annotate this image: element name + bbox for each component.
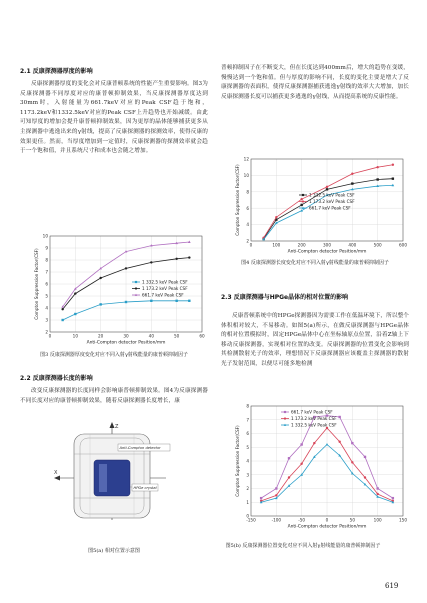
data-point — [135, 287, 137, 289]
x-tick-label: -100 — [271, 517, 282, 523]
data-point — [125, 301, 127, 303]
z-axis-arrow — [110, 422, 115, 428]
y-tick-label: 3 — [246, 472, 249, 478]
data-point — [351, 182, 353, 184]
data-point — [364, 456, 366, 458]
legend-entry: 1 332.5 keV Peak CSF — [309, 192, 355, 198]
y-axis-label: Compton Suppression Factor(CSF) — [34, 248, 39, 320]
y-tick-label: 8 — [246, 403, 249, 409]
x-tick-label: 300 — [323, 242, 331, 248]
x-tick-label: 150 — [399, 517, 407, 523]
legend-entry: 1 173.2 keV Peak CSF — [142, 286, 188, 291]
legend-entry: 661.7 keV Peak CSF — [309, 205, 351, 211]
data-point — [326, 443, 329, 445]
x-tick-label: 30 — [123, 333, 129, 339]
data-point — [338, 416, 340, 418]
data-point — [284, 411, 286, 413]
data-point — [188, 300, 190, 302]
data-point — [300, 463, 302, 465]
data-point — [275, 487, 277, 489]
y-tick-label: 12 — [243, 156, 249, 162]
x-tick-label: 0 — [48, 333, 52, 339]
data-point — [284, 417, 286, 419]
y-tick-label: 6 — [45, 281, 48, 287]
x-tick-label: 200 — [297, 242, 306, 248]
x-tick-label: 100 — [272, 242, 281, 248]
data-point — [175, 258, 177, 260]
page-number: 619 — [385, 582, 399, 590]
data-point — [99, 277, 101, 279]
data-point — [150, 300, 152, 302]
y-axis-label: Compton Suppression Factor(CSF) — [235, 425, 240, 497]
legend-entry: 1 173.2 keV Peak CSF — [291, 416, 337, 421]
data-point — [99, 303, 101, 305]
section-2-3-text: 反康普顿系统中的HPGe探测器因为需要工作在低温环境下，所以整个体积相对较大，不易移动。如图5(a)所示，在做反康探测器与HPGe晶体的相对位置模拟时，固定HPGe晶体中心在坐标轴原点位置，沿着Z轴上下移动反康探测器，实现相对位置的改变。反康探测器的位置变化会影响到其检测散射光子的效率，理想情况下反康探测器应该覆盖主探测器的散射光子发射范围，以便尽可能多地检测 — [221, 313, 409, 367]
x-tick-label: 100 — [373, 517, 382, 523]
hpge-highlight — [99, 464, 107, 492]
section-2-3-heading: 2.3 反康探测器与HPGe晶体的相对位置的影响 — [221, 294, 349, 301]
y-tick-label: 6 — [246, 205, 249, 211]
legend-entry: 1 332.5 keV Peak CSF — [142, 279, 188, 285]
data-point — [288, 476, 290, 478]
x-axis-label: Anti-Compton detector Position/mm — [287, 249, 367, 255]
x-axis-label: X — [54, 470, 58, 476]
figure-3-chart — [20, 232, 208, 350]
x-tick-label: 0 — [249, 242, 253, 248]
data-point — [275, 216, 277, 218]
data-point — [74, 292, 76, 294]
x-tick-label: 0 — [325, 517, 329, 523]
x-axis-label: Anti-Compton detector Position/mm — [287, 524, 367, 530]
y-tick-label: 4 — [45, 305, 48, 311]
y-tick-label: 5 — [246, 444, 249, 450]
y-tick-label: 8 — [45, 257, 48, 263]
data-point — [376, 166, 378, 168]
y-tick-label: 3 — [45, 317, 48, 323]
data-point — [351, 173, 353, 175]
y-tick-label: 0 — [246, 513, 249, 519]
data-point — [188, 256, 190, 258]
y-tick-label: 1 — [246, 499, 249, 505]
x-tick-label: 20 — [97, 333, 104, 339]
x-tick-label: 50 — [173, 333, 180, 339]
data-point — [300, 204, 302, 206]
y-tick-label: 4 — [246, 222, 249, 228]
data-point — [392, 164, 394, 166]
section-2-2-heading: 2.2 反康探测器长度的影响 — [20, 375, 93, 382]
y-axis-label: Compton Suppression Factor(CSF) — [235, 164, 240, 236]
y-tick-label: 2 — [246, 238, 249, 244]
legend-entry: 661.7 keV Peak CSF — [291, 409, 333, 415]
section-2-1-text: 反康探测器厚度的变化会对反康普顿系统的性能产生重要影响。图3为反康探测器不同厚度对应的康普顿抑制效果，当反康探测器厚度达到30mm时，入射能量为661.7keV对应的Peak CSF趋于饱和，1173.2keV和1332.5keV对应的Peak CSF上升趋势也开始减缓。由此可知厚度的增加会提升康普顿抑制效果，因为更厚的晶体能够捕获更多从主探测器中逃逸出来的γ射线，提高了反康探测器的探测效率，使得反康的效果更佳。然而，当厚度增加到一定值时，反康探测器的探测效率就会趋于一个饱和值，并且系统尺寸和成本也会随之增加。 — [20, 81, 208, 155]
data-point — [135, 281, 137, 283]
x-tick-label: 60 — [199, 333, 205, 339]
data-point — [150, 261, 152, 263]
data-point — [61, 308, 63, 310]
figure-5b-caption: 图5(b) 反康探测器位置变化对应不同入射γ射线能量的康普顿抑制因子 — [225, 543, 381, 549]
data-point — [61, 319, 63, 321]
y-tick-label: 2 — [45, 329, 48, 335]
data-point — [302, 194, 304, 196]
data-point — [351, 461, 353, 463]
x-tick-label: -150 — [246, 517, 256, 523]
data-point — [125, 267, 127, 269]
anti-compton-label: Anti-Compton detector — [119, 446, 161, 451]
y-tick-label: 10 — [42, 233, 48, 239]
data-point — [338, 441, 340, 443]
y-tick-label: 6 — [246, 431, 249, 437]
y-tick-label: 9 — [45, 245, 48, 251]
data-point — [74, 313, 76, 315]
data-point — [326, 186, 328, 188]
figure-4-caption: 图4 反康探测器长度变化对应不同入射γ射线能量的康普顿抑制因子 — [241, 260, 389, 266]
data-point — [351, 442, 353, 444]
x-axis-label: Anti-Compton detector Position/mm — [86, 340, 166, 346]
x-tick-label: 40 — [148, 333, 155, 339]
section-2-2-text: 改变反康探测器的长度同样会影响康普顿抑制效果。图4为反康探测器不同长度对应的康普顿抑制效果，随着反康探测器长度增长，康 — [20, 388, 208, 404]
data-point — [364, 476, 366, 478]
figure-3-caption: 图3 反康探测器厚度变化对应不同入射γ射线能量的康普顿抑制因子 — [40, 352, 188, 358]
x-tick-label: 600 — [399, 242, 407, 248]
x-tick-label: 10 — [72, 333, 79, 339]
x-axis-arrow — [54, 476, 60, 481]
section-2-1-heading: 2.1 反康探测器厚度的影响 — [20, 68, 93, 75]
legend-entry: 1 332.5 keV Peak CSF — [291, 422, 337, 428]
x-tick-label: 50 — [349, 517, 356, 523]
x-tick-label: -50 — [298, 517, 306, 523]
data-point — [326, 188, 328, 190]
data-point — [300, 443, 302, 445]
data-point — [392, 177, 394, 179]
data-point — [260, 497, 262, 499]
data-point — [376, 178, 378, 180]
data-point — [175, 300, 177, 302]
y-tick-label: 10 — [243, 173, 249, 178]
y-tick-label: 8 — [246, 189, 249, 195]
section-2-2-continued-text: 普顿抑制因子在不断变大，但在长度达到400mm后，增大的趋势在变缓，慢慢达到一个饱和值。但与厚度的影响不同，长度的变化主要是增大了反康探测器的表面积，使得反康探测器捕获逃逸γ射线的效率大大增加，加长反康探测器长度可以捕获更多逃逸的γ射线，从而提高系统的反康性能。 — [221, 65, 409, 100]
data-point — [313, 442, 315, 444]
data-point — [288, 457, 290, 459]
hpge-label: HPGe crystal — [133, 486, 157, 491]
data-point — [376, 493, 378, 495]
data-point — [392, 497, 394, 499]
data-point — [300, 198, 302, 200]
y-tick-label: 7 — [246, 417, 249, 423]
y-tick-label: 7 — [45, 269, 48, 275]
y-tick-label: 5 — [45, 293, 48, 299]
data-point — [376, 487, 378, 489]
x-tick-label: 400 — [348, 242, 357, 248]
data-point — [275, 494, 277, 496]
figure-5a-diagram — [52, 420, 172, 524]
legend-entry: 661.7 keV Peak CSF — [142, 292, 184, 298]
legend-entry: 1 173.2 keV Peak CSF — [309, 199, 355, 204]
figure-4-chart — [221, 155, 409, 258]
z-axis-label: Z — [115, 424, 119, 430]
x-tick-label: 500 — [373, 242, 382, 248]
figure-5a-caption: 图5(a) 相对位置示意图 — [88, 548, 140, 554]
figure-5b-chart — [221, 402, 409, 537]
data-point — [302, 200, 304, 202]
y-tick-label: 2 — [246, 486, 249, 492]
y-tick-label: 4 — [246, 458, 249, 464]
